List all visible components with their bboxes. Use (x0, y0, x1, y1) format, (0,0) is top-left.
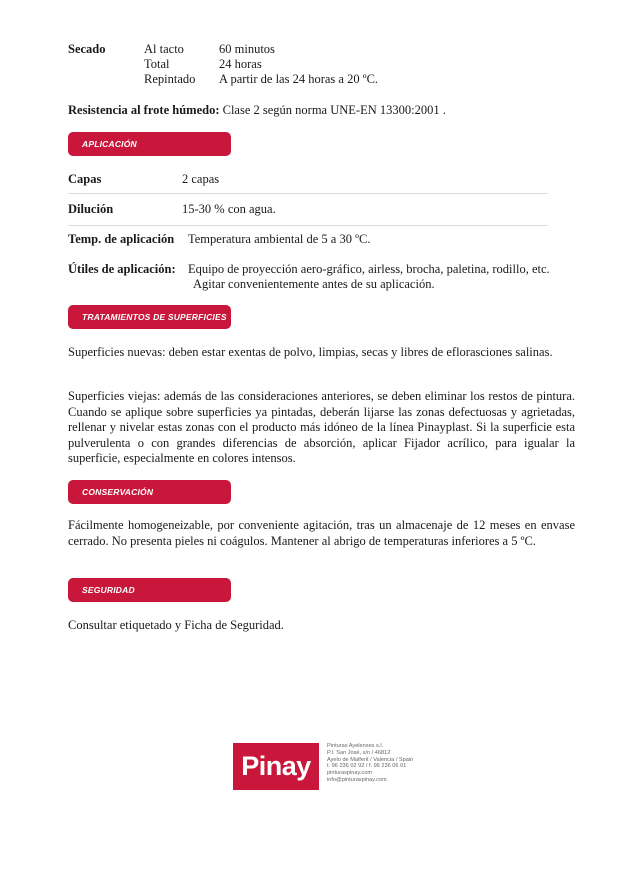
dilution-label: Dilución (68, 202, 114, 216)
resistance-value: Clase 2 según norma UNE-EN 13300:2001 . (222, 103, 446, 117)
surface-old-paragraph: Superficies viejas: además de las consideraciones anteriores, se deben eliminar los restos de pintura. Cuando se aplique sobre superficies ya pintadas, deberán lijarse las zonas defectuosas y agrietadas, rellenar y nivelar estas zonas con el producto más idóneo de la línea Pinayplast. Si la superficie esta pulverulenta o con grandes diferencias de absorción, aplicar Fijador acrílico, para igualar la superficie, especialmente en colores intensos. (68, 389, 575, 465)
divider (68, 225, 548, 226)
address-line: t. 96 236 02 92 / f. 96 236 06 01 (327, 763, 407, 770)
safety-text: Consultar etiquetado y Ficha de Seguridad. (68, 618, 284, 632)
pinay-logo: Pinay (233, 743, 319, 790)
dilution-value: 15-30 % con agua. (182, 202, 276, 216)
coats-value: 2 capas (182, 172, 220, 186)
section-header-surface-treatments: TRATAMIENTOS DE SUPERFICIES (68, 305, 231, 329)
company-address (327, 743, 413, 784)
address-line: P.I. San José, s/n / 46812 (327, 749, 391, 756)
drying-row-name: Total (144, 57, 170, 71)
section-header-safety: SEGURIDAD (68, 578, 231, 602)
resistance-label: Resistencia al frote húmedo: (68, 103, 220, 117)
coats-label: Capas (68, 172, 102, 186)
section-header-conservation: CONSERVACIÓN (68, 480, 231, 504)
temp-label: Temp. de aplicación (68, 232, 175, 246)
website-link[interactable]: pinturaspinay.com (327, 770, 372, 777)
drying-row-value: 24 horas (219, 57, 262, 71)
drying-row-name: Repintado (144, 72, 196, 86)
tools-line-1: Equipo de proyección aero-gráfico, airless, brocha, paletina, rodillo, etc. (188, 262, 550, 276)
drying-row-value: 60 minutos (219, 42, 275, 56)
tools-label: Útiles de aplicación: (68, 262, 176, 276)
conservation-paragraph: Fácilmente homogeneizable, por conveniente agitación, tras un almacenaje de 12 meses en envase cerrado. No presenta pieles ni coágulos. Mantener al abrigo de temperaturas inferiores a 5 ºC. (68, 518, 575, 548)
section-header-application: APLICACIÓN (68, 132, 231, 156)
email-link[interactable]: info@pinturaspinay.com (327, 776, 387, 783)
drying-row-value: A partir de las 24 horas a 20 ºC. (219, 72, 379, 86)
address-line: Pinturas Ayelenses s.l. (327, 743, 384, 749)
temp-value: Temperatura ambiental de 5 a 30 ºC. (188, 232, 371, 246)
address-line: Ayelo de Malferit / Valencia / Spain (327, 756, 414, 763)
divider (68, 193, 548, 194)
surface-new-paragraph: Superficies nuevas: deben estar exentas de polvo, limpias, secas y libres de eflorasciones salinas. (68, 345, 553, 359)
drying-label: Secado (68, 42, 106, 56)
resistance-line (68, 103, 446, 118)
tools-line-2: Agitar convenientemente antes de su aplicación. (193, 277, 435, 291)
drying-row-name: Al tacto (144, 42, 184, 56)
